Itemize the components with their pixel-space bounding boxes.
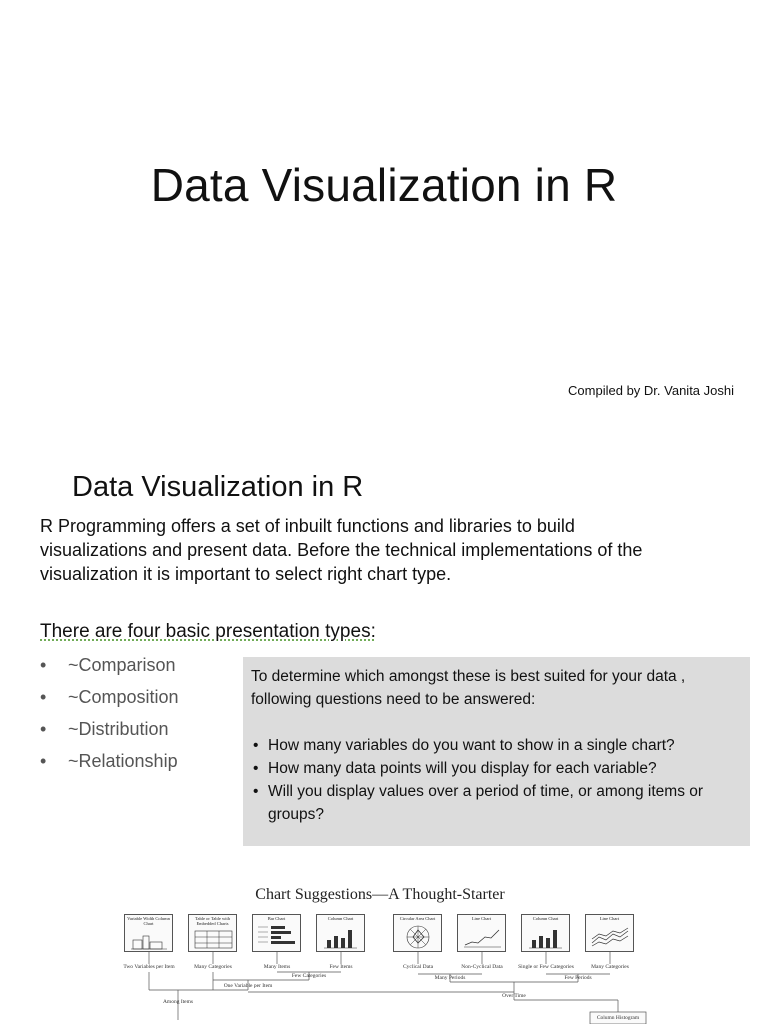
- list-item-label: ~Relationship: [68, 751, 178, 771]
- bullet-icon: •: [40, 687, 47, 707]
- diagram-label: Single or Few Categories: [518, 964, 574, 970]
- bullet-icon: •: [40, 655, 47, 675]
- circular-area-chart-icon: [394, 923, 443, 951]
- chart-thumbnail: [521, 914, 570, 952]
- diagram-label: Among Items: [162, 999, 194, 1005]
- question-text: How many variables do you want to show in a single chart?: [268, 737, 675, 754]
- diagram-label: Many Periods: [434, 975, 466, 981]
- slide-subtitle: Compiled by Dr. Vanita Joshi: [568, 383, 734, 398]
- table-icon: [189, 929, 238, 951]
- chart-thumbnail: [252, 914, 301, 952]
- thumbnail-caption: Bar Chart: [267, 916, 286, 921]
- slide-title: Data Visualization in R: [150, 159, 618, 211]
- question-item: [251, 780, 742, 826]
- title-slide: [0, 0, 768, 440]
- diagram-label: One Variable per Item: [223, 983, 273, 989]
- diagram-label: Many Items: [263, 964, 291, 970]
- list-item: [40, 748, 179, 780]
- diagram-label: Few Items: [329, 964, 353, 970]
- presentation-types-list: [40, 652, 179, 780]
- multi-line-chart-icon: [586, 925, 635, 951]
- list-item: [40, 716, 179, 748]
- variable-width-column-icon: [125, 931, 174, 951]
- thumbnail-caption: Line Chart: [471, 916, 492, 921]
- bullet-icon: •: [253, 737, 259, 754]
- chart-thumbnail: [393, 914, 442, 952]
- thumbnail-caption: Line Chart: [599, 916, 620, 921]
- question-item: [251, 757, 742, 780]
- diagram-label: Few Categories: [291, 973, 327, 979]
- bar-chart-icon: [253, 923, 302, 951]
- content-slide: [0, 440, 768, 1024]
- thumbnail-caption: Column Chart: [532, 916, 559, 921]
- chart-suggestions-diagram: [118, 882, 678, 1024]
- list-item: [40, 652, 179, 684]
- intro-paragraph: R Programming offers a set of inbuilt functions and libraries to build visualizations and present data. Before the technical implementations of the visualization it is important to select right chart type.: [40, 516, 643, 584]
- chart-thumbnail: [188, 914, 237, 952]
- column-chart-icon: [522, 927, 571, 951]
- list-item-label: ~Distribution: [68, 719, 169, 739]
- chart-thumbnail: [124, 914, 173, 952]
- diagram-label: Column Histogram: [596, 1015, 640, 1021]
- slide-heading: Data Visualization in R: [72, 471, 364, 503]
- questions-list: [251, 734, 742, 826]
- diagram-label: Non-Cyclical Data: [461, 964, 503, 970]
- question-text: How many data points will you display for each variable?: [268, 760, 657, 777]
- chart-thumbnail: [316, 914, 365, 952]
- bullet-icon: •: [253, 783, 259, 800]
- callout-lead-text: To determine which amongst these is best suited for your data , following questions need to be answered:: [251, 668, 686, 708]
- diagram-label: Over Time: [502, 993, 526, 999]
- diagram-label: Many Categories: [591, 964, 629, 970]
- diagram-label: Few Periods: [564, 975, 592, 981]
- bullet-icon: •: [253, 760, 259, 777]
- chart-thumbnail: [585, 914, 634, 952]
- thumbnail-caption: Circular Area Chart: [399, 916, 436, 921]
- list-item-label: ~Composition: [68, 687, 179, 707]
- question-item: [251, 734, 742, 757]
- presentation-types-heading: There are four basic presentation types:: [40, 621, 376, 642]
- thumbnail-caption: Table or Table with Embedded Charts: [195, 916, 230, 926]
- list-item: [40, 684, 179, 716]
- question-text: Will you display values over a period of time, or among items or groups?: [268, 783, 704, 823]
- chart-suggestions-title: Chart Suggestions—A Thought-Starter: [255, 886, 505, 903]
- bullet-icon: •: [40, 751, 47, 771]
- list-item-label: ~Comparison: [68, 655, 176, 675]
- diagram-label: Two Variables per Item: [123, 964, 175, 970]
- thumbnail-caption: Column Chart: [327, 916, 354, 921]
- chart-thumbnail: [457, 914, 506, 952]
- column-chart-icon: [317, 927, 366, 951]
- questions-callout-box: [243, 657, 750, 846]
- line-chart-icon: [458, 925, 507, 951]
- thumbnail-caption: Variable Width Column Chart: [127, 916, 170, 926]
- bullet-icon: •: [40, 719, 47, 739]
- diagram-label: Many Categories: [194, 964, 232, 970]
- diagram-label: Cyclical Data: [402, 964, 434, 970]
